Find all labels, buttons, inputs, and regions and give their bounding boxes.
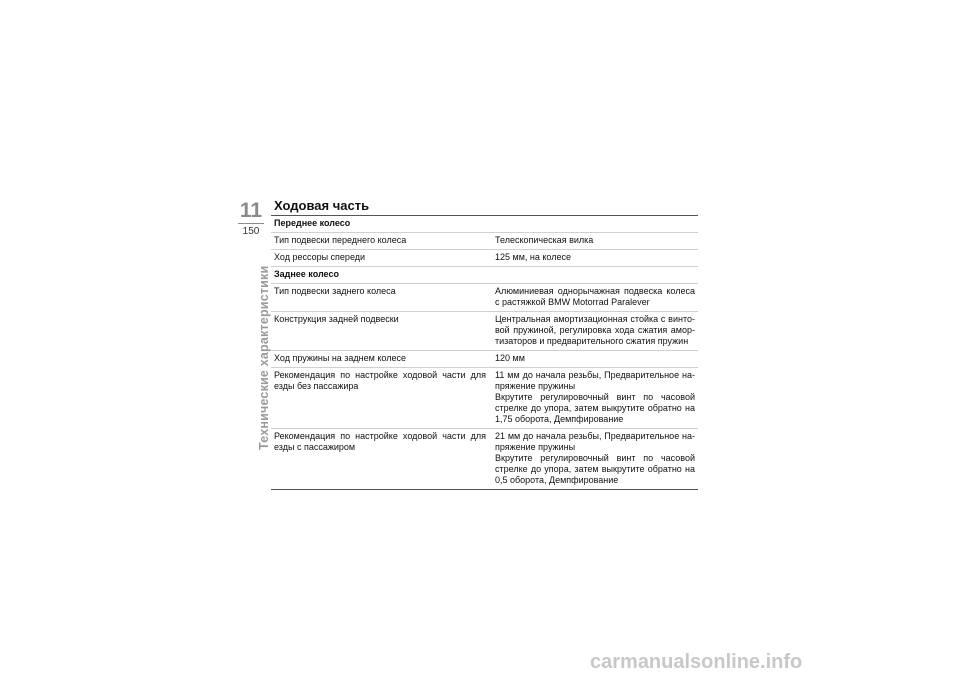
row-value (492, 368, 698, 429)
value-line: 120 мм (495, 353, 525, 363)
chapter-divider (238, 223, 264, 224)
row-label: Рекомендация по настройке ходовой части для езды без пассажира (271, 368, 492, 429)
row-value (492, 312, 698, 351)
watermark: carmanualsonline.info (590, 651, 803, 673)
chapter-side-title: Технические характеристики (257, 265, 271, 450)
value-line: 11 мм до начала резьбы, Предварительное на-пряжение пружины (495, 370, 695, 391)
page-number: 150 (242, 226, 260, 237)
row-value (492, 351, 698, 368)
page-title: Ходовая часть (274, 198, 370, 213)
row-label: Тип подвески заднего колеса (271, 284, 492, 312)
row-label: Тип подвески переднего колеса (271, 233, 492, 250)
section-row-front (271, 216, 698, 233)
table-row (271, 312, 698, 351)
value-line: 125 мм, на колесе (495, 252, 571, 262)
value-line: 21 мм до начала резьбы, Предварительное на-пряжение пружины (495, 431, 695, 452)
table-row (271, 284, 698, 312)
section-row-rear (271, 267, 698, 284)
row-label: Рекомендация по настройке ходовой части для езды с пассажиром (271, 429, 492, 490)
row-label: Ход пружины на заднем колесе (271, 351, 492, 368)
row-value (492, 233, 698, 250)
section-front-wheel: Переднее колесо (271, 216, 698, 233)
row-label: Ход рессоры спереди (271, 250, 492, 267)
value-line: Центральная амортизационная стойка с винто-вой пружиной, регулировка хода сжатия амор-тизаторов и предварительного сжатия пружин (495, 314, 695, 346)
value-line: Вкрутите регулировочный винт по часовой стрелке до упора, затем выкрутите обратно на 0,5 оборота, Демпфирование (495, 453, 695, 485)
table-row (271, 250, 698, 267)
value-line: Телескопическая вилка (495, 235, 594, 245)
row-value (492, 250, 698, 267)
value-line: Вкрутите регулировочный винт по часовой стрелке до упора, затем выкрутите обратно на 1,75 оборота, Демпфирование (495, 392, 695, 424)
chapter-number: 11 (239, 199, 263, 222)
value-line: Алюминиевая однорычажная подвеска колеса с растяжкой BMW Motorrad Paralever (495, 286, 695, 307)
section-rear-wheel: Заднее колесо (271, 267, 698, 284)
table-row (271, 351, 698, 368)
spec-table (271, 215, 698, 490)
table-row (271, 368, 698, 429)
table-row (271, 429, 698, 490)
row-label: Конструкция задней подвески (271, 312, 492, 351)
row-value (492, 284, 698, 312)
table-row (271, 233, 698, 250)
row-value (492, 429, 698, 490)
